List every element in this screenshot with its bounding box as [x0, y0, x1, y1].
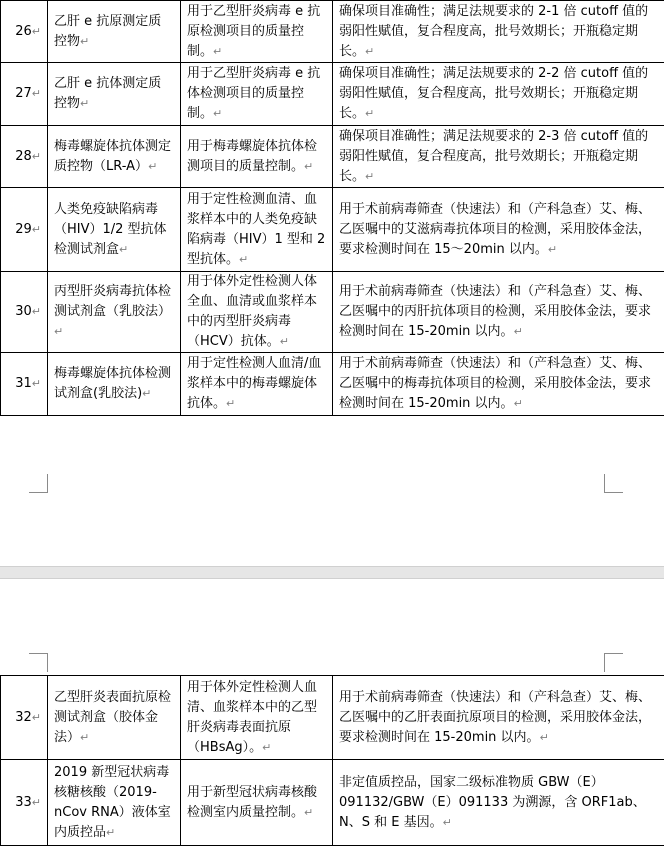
item-name-cell	[48, 760, 181, 846]
item-name: 乙型肝炎表面抗原检测试剂盒（胶体金法）	[54, 690, 171, 745]
paragraph-mark: ↵	[142, 387, 151, 400]
item-number: 31	[15, 376, 32, 391]
item-usage-cell	[181, 1, 333, 63]
item-name-cell	[48, 126, 181, 188]
item-requirement-cell	[333, 353, 664, 416]
item-number-cell	[1, 1, 48, 63]
paragraph-mark: ↵	[213, 45, 222, 58]
item-usage: 用于乙型肝炎病毒 e 抗原检测项目的质量控制。	[187, 4, 320, 59]
item-usage: 用于体外定性检测人血清、血浆样本中的乙型肝炎病毒表面抗原（HBsAg）。	[187, 680, 317, 755]
item-number: 29	[15, 222, 32, 237]
item-number: 30	[15, 304, 32, 319]
paragraph-mark: ↵	[365, 107, 374, 120]
item-requirement-cell	[333, 760, 664, 846]
paragraph-mark: ↵	[280, 335, 289, 348]
page-corner-mark	[29, 653, 48, 672]
paragraph-mark: ↵	[365, 45, 374, 58]
item-requirement-cell	[333, 188, 664, 272]
paragraph-mark: ↵	[239, 253, 248, 266]
paragraph-mark: ↵	[213, 107, 222, 120]
item-requirement-cell	[333, 126, 664, 188]
paragraph-mark: ↵	[32, 25, 41, 38]
item-usage-cell	[181, 126, 333, 188]
paragraph-mark: ↵	[548, 243, 557, 256]
item-name-cell	[48, 1, 181, 63]
paragraph-mark: ↵	[32, 223, 41, 236]
item-requirement: 确保项目准确性；满足法规要求的 2-1 倍 cutoff 值的弱阳性赋值，复合程度高，批号效期长；开瓶稳定期长。	[339, 4, 648, 59]
paragraph-mark: ↵	[540, 731, 549, 744]
item-number: 28	[15, 149, 32, 164]
item-number: 27	[15, 86, 32, 101]
table-row	[1, 188, 664, 272]
page-corner-mark	[604, 653, 623, 672]
item-usage-cell	[181, 188, 333, 272]
paragraph-mark: ↵	[80, 97, 89, 110]
item-requirement: 用于术前病毒筛查（快速法）和（产科急查）艾、梅、乙医嘱中的乙肝表面抗原项目的检测，采用胶体金法，要求检测时间在 15-20min 以内。	[339, 690, 651, 745]
item-number-cell	[1, 272, 48, 353]
item-requirement-cell	[333, 676, 664, 760]
paragraph-mark: ↵	[32, 711, 41, 724]
table-row	[1, 63, 664, 126]
paragraph-mark: ↵	[304, 160, 313, 173]
item-requirement: 非定值质控品，国家二级标准物质 GBW（E）091132/GBW（E）091133 为溯源，含 ORF1ab、N、S 和 E 基因。	[339, 775, 646, 830]
item-number: 32	[15, 710, 32, 725]
page-corner-mark	[604, 474, 623, 493]
table-row	[1, 126, 664, 188]
item-requirement-cell	[333, 63, 664, 126]
item-requirement: 确保项目准确性；满足法规要求的 2-3 倍 cutoff 值的弱阳性赋值，复合程度高，批号效期长；开瓶稳定期长。	[339, 129, 648, 184]
paragraph-mark: ↵	[80, 35, 89, 48]
item-usage: 用于梅毒螺旋体抗体检测项目的质量控制。	[187, 139, 317, 174]
paragraph-mark: ↵	[514, 397, 523, 410]
item-name-cell	[48, 353, 181, 416]
paragraph-mark: ↵	[119, 243, 128, 256]
paragraph-mark: ↵	[514, 325, 523, 338]
item-name-cell	[48, 272, 181, 353]
table-row	[1, 353, 664, 416]
spec-table-page-1	[0, 0, 664, 416]
paragraph-mark: ↵	[54, 325, 63, 338]
item-name: 梅毒螺旋体抗体测定质控物（LR-A）	[54, 139, 171, 174]
paragraph-mark: ↵	[32, 150, 41, 163]
item-number-cell	[1, 126, 48, 188]
item-usage-cell	[181, 272, 333, 353]
table-row	[1, 1, 664, 63]
item-number: 26	[15, 24, 32, 39]
item-usage: 用于体外定性检测人体全血、血清或血浆样本中的丙型肝炎病毒（HCV）抗体。	[187, 274, 317, 349]
paragraph-mark: ↵	[32, 796, 41, 809]
item-number-cell	[1, 353, 48, 416]
item-name: 丙型肝炎病毒抗体检测试剂盒（乳胶法）	[54, 284, 171, 319]
document-page-2	[0, 579, 664, 845]
table-row	[1, 272, 664, 353]
item-requirement: 确保项目准确性；满足法规要求的 2-2 倍 cutoff 值的弱阳性赋值，复合程度高，批号效期长；开瓶稳定期长。	[339, 66, 648, 121]
item-usage-cell	[181, 63, 333, 126]
item-usage: 用于新型冠状病毒核酸检测室内质量控制。	[187, 785, 317, 820]
item-usage: 用于定性检测人血清/血浆样本中的梅毒螺旋体抗体。	[187, 356, 321, 411]
item-number: 33	[15, 795, 32, 810]
item-usage-cell	[181, 353, 333, 416]
paragraph-mark: ↵	[148, 160, 157, 173]
item-name: 人类免疫缺陷病毒（HIV）1/2 型抗体检测试剂盒	[54, 202, 167, 257]
table-row	[1, 760, 664, 846]
paragraph-mark: ↵	[365, 170, 374, 183]
item-usage: 用于定性检测血清、血浆样本中的人类免疫缺陷病毒（HIV）1 型和 2 型抗体。	[187, 192, 325, 267]
item-name: 乙肝 e 抗原测定质控物	[54, 14, 161, 49]
item-requirement: 用于术前病毒筛查（快速法）和（产科急查）艾、梅、乙医嘱中的艾滋病毒抗体项目的检测，采用胶体金法，要求检测时间在 15～20min 以内。	[339, 202, 651, 257]
paragraph-mark: ↵	[32, 87, 41, 100]
item-number-cell	[1, 760, 48, 846]
paragraph-mark: ↵	[80, 731, 89, 744]
paragraph-mark: ↵	[226, 397, 235, 410]
paragraph-mark: ↵	[32, 377, 41, 390]
item-number-cell	[1, 676, 48, 760]
item-name: 2019 新型冠状病毒核糖核酸（2019-nCov RNA）液体室内质控品	[54, 765, 171, 840]
item-number-cell	[1, 188, 48, 272]
paragraph-mark: ↵	[443, 816, 452, 829]
paragraph-mark: ↵	[32, 305, 41, 318]
item-name: 梅毒螺旋体抗体检测试剂盒(乳胶法)	[54, 366, 171, 401]
item-name: 乙肝 e 抗体测定质控物	[54, 76, 161, 111]
table-row	[1, 676, 664, 760]
item-number-cell	[1, 63, 48, 126]
item-name-cell	[48, 188, 181, 272]
item-requirement-cell	[333, 272, 664, 353]
item-name-cell	[48, 676, 181, 760]
item-usage-cell	[181, 676, 333, 760]
page-corner-mark	[29, 474, 48, 493]
paragraph-mark: ↵	[106, 826, 115, 839]
item-requirement: 用于术前病毒筛查（快速法）和（产科急查）艾、梅、乙医嘱中的梅毒抗体项目的检测，采用胶体金法，要求检测时间在 15-20min 以内。	[339, 356, 651, 411]
spec-table-page-2	[0, 675, 664, 846]
page-separator	[0, 566, 664, 579]
paragraph-mark: ↵	[262, 741, 271, 754]
item-requirement-cell	[333, 1, 664, 63]
item-name-cell	[48, 63, 181, 126]
item-usage: 用于乙型肝炎病毒 e 抗体检测项目的质量控制。	[187, 66, 320, 121]
paragraph-mark: ↵	[304, 806, 313, 819]
item-usage-cell	[181, 760, 333, 846]
item-requirement: 用于术前病毒筛查（快速法）和（产科急查）艾、梅、乙医嘱中的丙肝抗体项目的检测，采用胶体金法，要求检测时间在 15-20min 以内。	[339, 284, 651, 339]
